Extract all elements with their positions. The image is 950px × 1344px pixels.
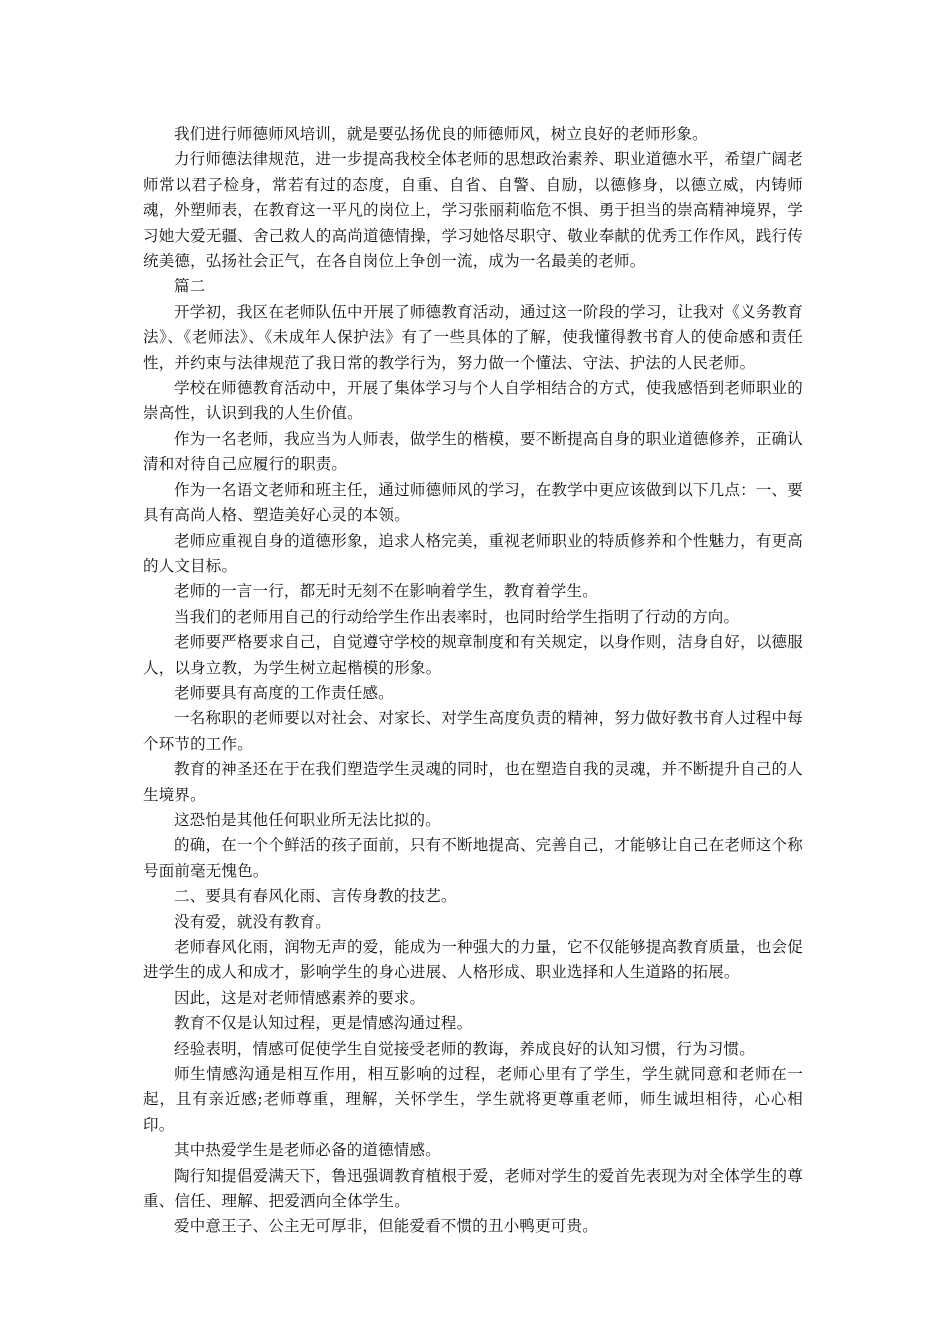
- paragraph: 力行师德法律规范，进一步提高我校全体老师的思想政治素养、职业道德水平，希望广阔老师常以君子检身，常若有过的态度，自重、自省、自警、自励，以德修身，以德立威，内铸师魂，外塑师表，在教育这一平凡的岗位上，学习张丽莉临危不惧、勇于担当的崇高精神境界，学习她大爱无疆、舍己救人的高尚道德情操，学习她恪尽职守、敬业奉献的优秀工作作风，践行传统美德，弘扬社会正气，在各自岗位上争创一流，成为一名最美的老师。: [143, 150, 803, 271]
- document-body: [143, 122, 803, 1240]
- paragraph: 老师春风化雨，润物无声的爱，能成为一种强大的力量，它不仅能够提高教育质量，也会促进学生的成人和成才，影响学生的身心进展、人格形成、职业选择和人生道路的拓展。: [143, 938, 803, 982]
- paragraph: 开学初，我区在老师队伍中开展了师德教育活动，通过这一阶段的学习，让我对《义务教育法》、《老师法》、《未成年人保护法》有了一些具体的了解，使我懂得教书育人的使命感和责任性，并约束与法律规范了我日常的教学行为，努力做一个懂法、守法、护法的人民老师。: [143, 302, 803, 372]
- paragraph: 作为一名老师，我应当为人师表，做学生的楷模，要不断提高自身的职业道德修养，正确认清和对待自己应履行的职责。: [143, 429, 803, 474]
- paragraph: 教育不仅是认知过程，更是情感沟通过程。: [174, 1014, 473, 1033]
- paragraph: 陶行知提倡爱满天下，鲁迅强调教育植根于爱，老师对学生的爱首先表现为对全体学生的尊重、信任、理解、把爱洒向全体学生。: [143, 1166, 803, 1211]
- paragraph: 一名称职的老师要以对社会、对家长、对学生高度负责的精神，努力做好教书育人过程中每个环节的工作。: [143, 709, 803, 753]
- paragraph: 的确，在一个个鲜活的孩子面前，只有不断地提高、完善自己，才能够让自己在老师这个称号面前毫无愧色。: [143, 836, 803, 880]
- paragraph: 师生情感沟通是相互作用，相互影响的过程，老师心里有了学生，学生就同意和老师在一起，且有亲近感;老师尊重，理解，关怀学生，学生就将更尊重老师，师生诚坦相待，心心相印。: [143, 1065, 803, 1134]
- paragraph: 教育的神圣还在于在我们塑造学生灵魂的同时，也在塑造自我的灵魂，并不断提升自己的人生境界。: [143, 760, 803, 804]
- paragraph: 二、要具有春风化雨、言传身教的技艺。: [174, 887, 457, 906]
- paragraph: 因此，这是对老师情感素养的要求。: [174, 988, 426, 1007]
- section-heading: 篇二: [174, 277, 206, 296]
- paragraph: 作为一名语文老师和班主任，通过师德师风的学习，在教学中更应该做到以下几点：一、要具有高尚人格、塑造美好心灵的本领。: [143, 480, 803, 525]
- paragraph: 当我们的老师用自己的行动给学生作出表率时，也同时给学生指明了行动的方向。: [174, 607, 740, 626]
- paragraph: 没有爱，就没有教育。: [174, 912, 332, 931]
- paragraph: 老师要具有高度的工作责任感。: [174, 683, 394, 702]
- paragraph: 老师要严格要求自己，自觉遵守学校的规章制度和有关规定，以身作则，洁身自好，以德服人，以身立教，为学生树立起楷模的形象。: [143, 633, 803, 677]
- paragraph: 老师的一言一行，都无时无刻不在影响着学生，教育着学生。: [174, 582, 598, 601]
- paragraph: 我们进行师德师风培训，就是要弘扬优良的师德师风，树立良好的老师形象。: [174, 125, 708, 143]
- paragraph: 学校在师德教育活动中，开展了集体学习与个人自学相结合的方式，使我感悟到老师职业的崇高性，认识到我的人生价值。: [143, 379, 803, 423]
- paragraph: 其中热爱学生是老师必备的道德情感。: [174, 1141, 441, 1160]
- paragraph: 爱中意王子、公主无可厚非，但能爱看不惯的丑小鸭更可贵。: [174, 1217, 598, 1236]
- paragraph: 老师应重视自身的道德形象，追求人格完美，重视老师职业的特质修养和个性魅力，有更高的人文目标。: [143, 531, 803, 575]
- paragraph: 经验表明，情感可促使学生自觉接受老师的教诲，养成良好的认知习惯，行为习惯。: [174, 1039, 755, 1058]
- paragraph: 这恐怕是其他任何职业所无法比拟的。: [174, 810, 441, 829]
